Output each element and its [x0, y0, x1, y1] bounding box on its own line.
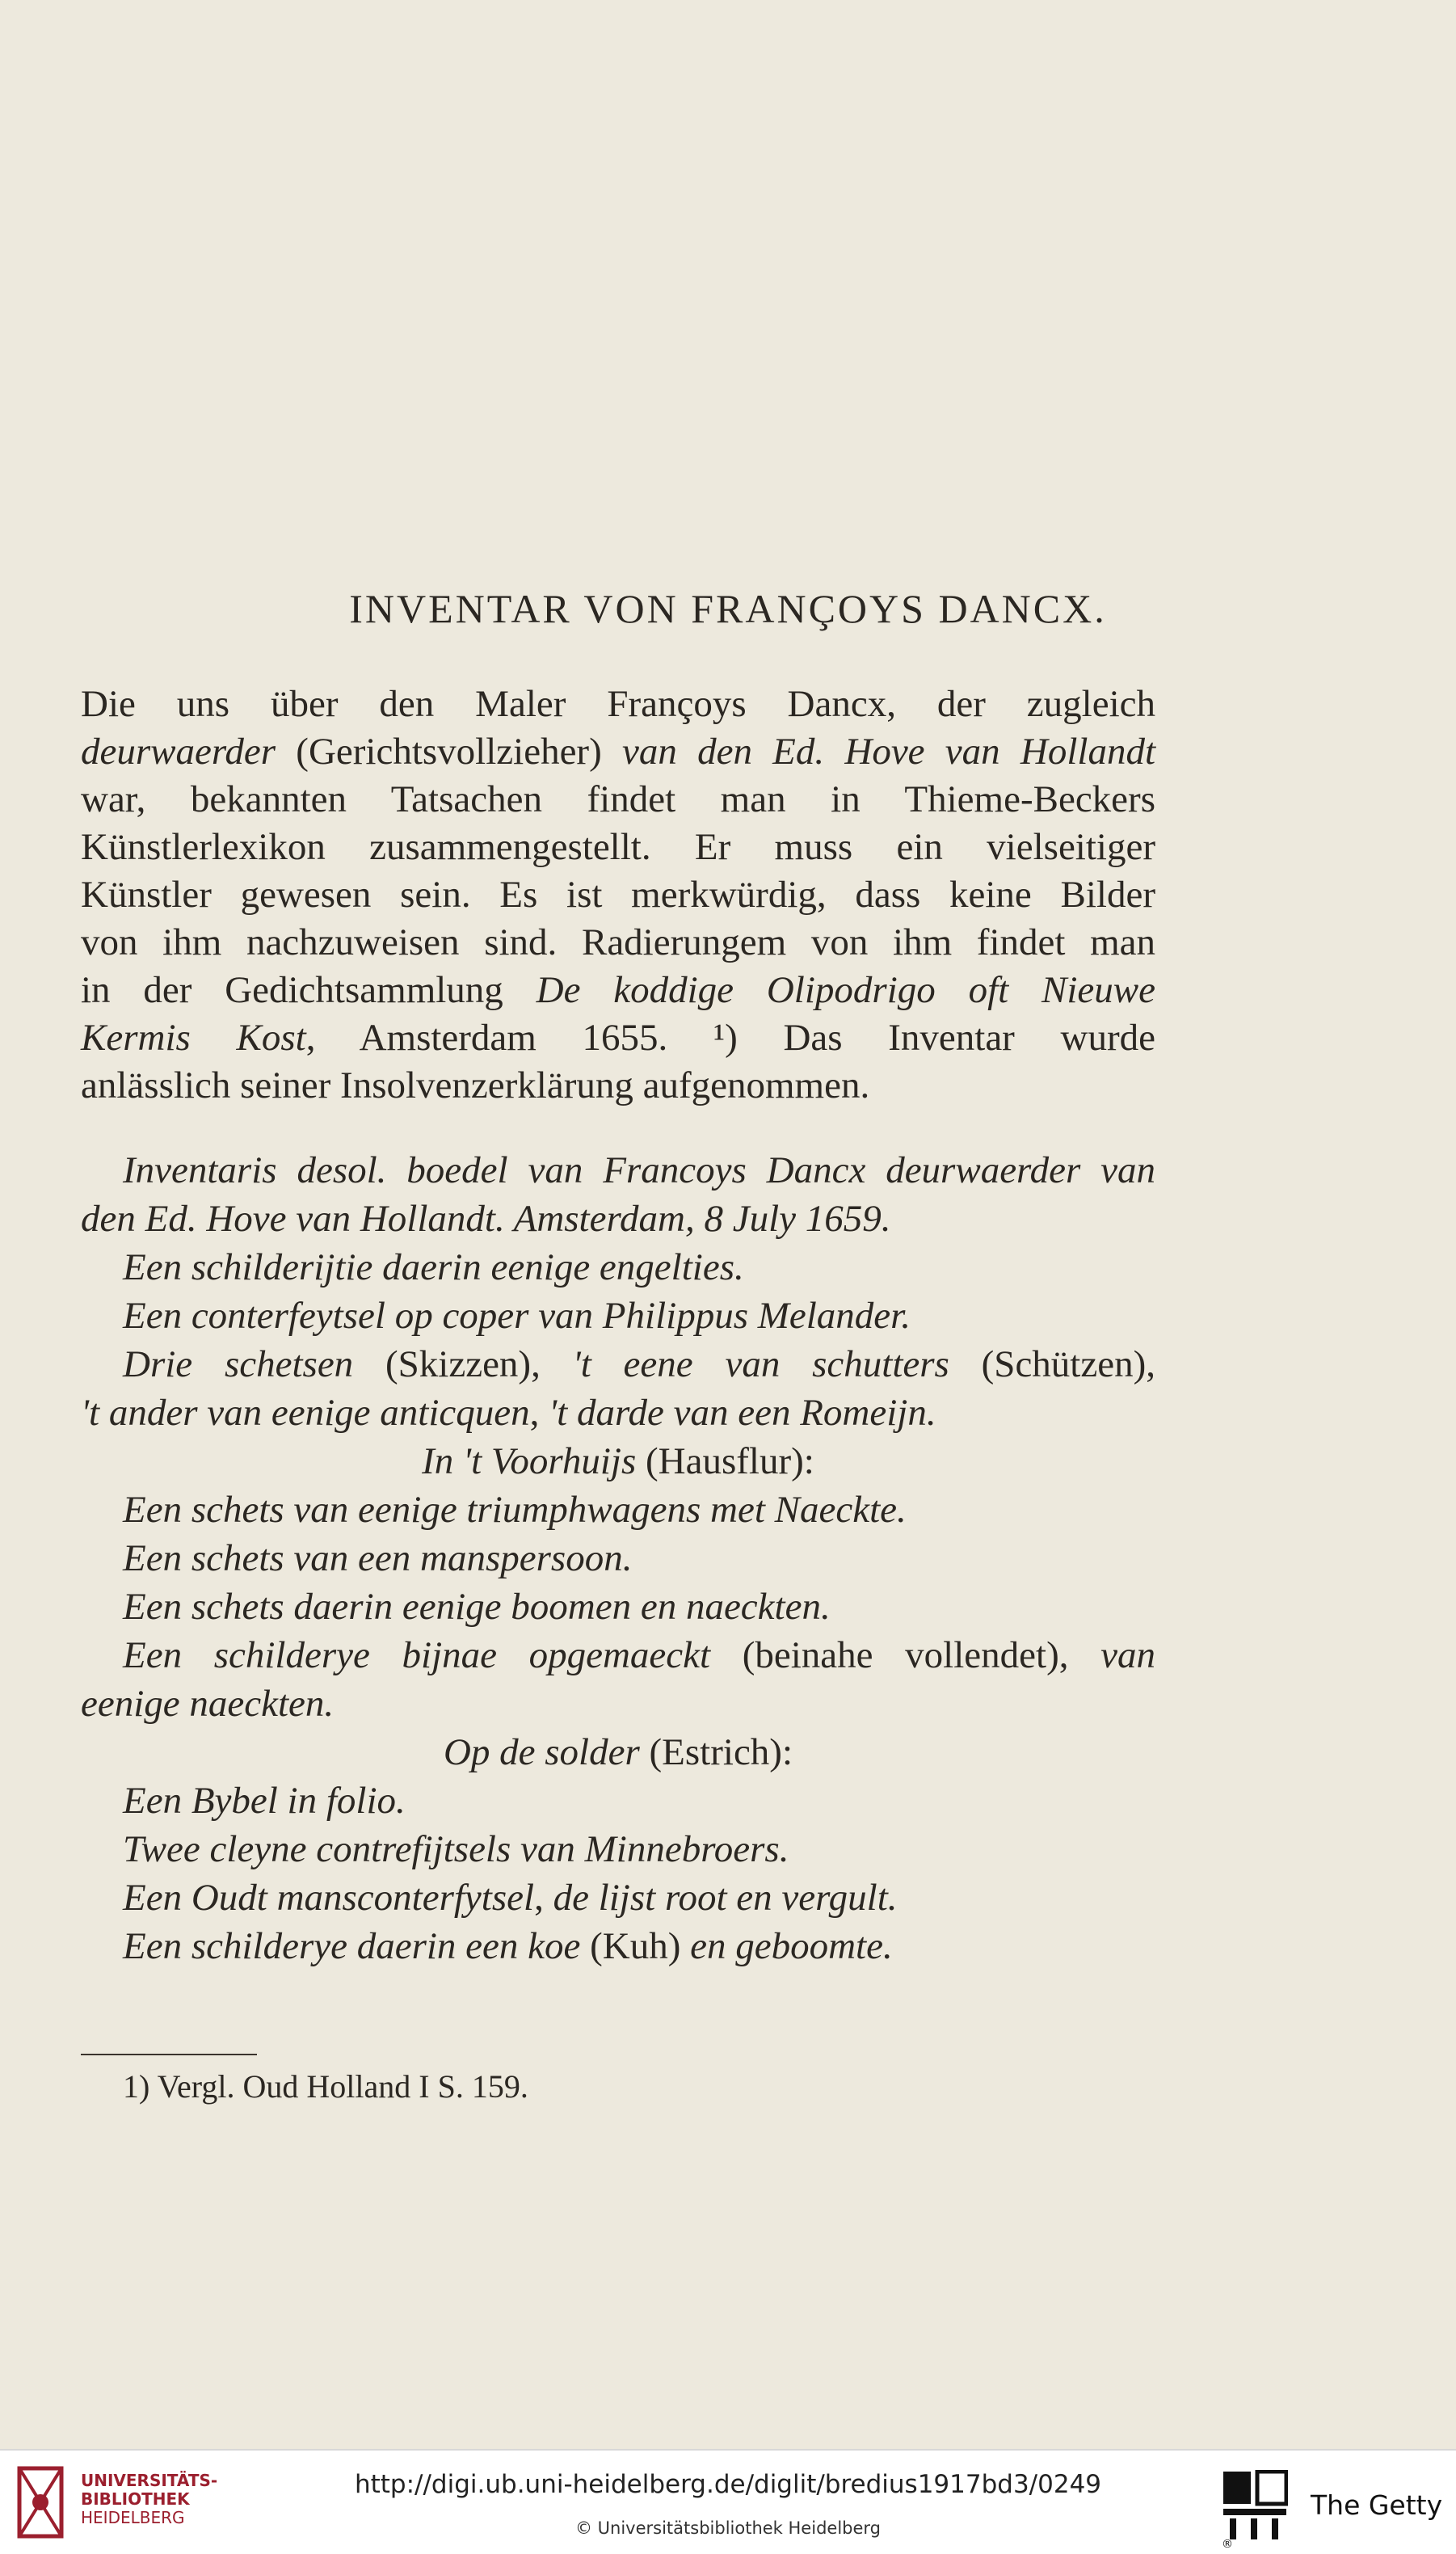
italic-text: Een schets van eenige triumphwagens met Naeckte. [123, 1489, 907, 1531]
text-segment: (Skizzen), [353, 1343, 573, 1385]
text-segment: (Hausflur): [636, 1440, 814, 1482]
inventory-line [81, 1146, 1155, 1195]
registered-mark: ® [1222, 2538, 1233, 2551]
library-name-line: BIBLIOTHEK [81, 2489, 190, 2509]
inventory-line [81, 1243, 1155, 1292]
inventory-line [81, 1486, 1155, 1534]
footnote-divider [81, 2054, 257, 2055]
permalink-url[interactable]: http://digi.ub.uni-heidelberg.de/diglit/bredius1917bd3/0249 [354, 2470, 1102, 2499]
italic-text: 't ander van eenige anticquen [81, 1392, 530, 1434]
text-segment: (Estrich): [639, 1731, 793, 1773]
italic-text: Een Bybel in folio. [123, 1780, 406, 1822]
italic-text: Een schets daerin eenige boomen en naeckten. [123, 1586, 831, 1628]
text-segment: (Schützen), [949, 1343, 1155, 1385]
intro-line [81, 681, 1155, 728]
italic-text: Twee cleyne contrefijtsels van Minnebroers. [123, 1828, 789, 1870]
inventory-line [81, 1583, 1155, 1631]
inventory-line [81, 1631, 1155, 1679]
inventory-line [81, 1340, 1155, 1389]
intro-line [81, 919, 1155, 967]
inventory-line [81, 1679, 1155, 1728]
italic-text: Een schilderijtie daerin eenige engelties. [123, 1246, 744, 1288]
intro-paragraph [81, 681, 1155, 1110]
copyright-notice: © Universitätsbibliothek Heidelberg [574, 2518, 881, 2538]
library-name-line: UNIVERSITÄTS- [81, 2471, 218, 2490]
inventory-list [81, 1146, 1155, 1970]
italic-text: den Ed. Hove van Hollandt. Amsterdam, 8 July 1659. [81, 1198, 891, 1240]
text-segment: , Amsterdam 1655. ¹) Das Inventar wurde [305, 1017, 1155, 1059]
italic-text: de lijst root en vergult. [553, 1877, 898, 1919]
text-segment: Die uns über den Maler Françoys Dancx, der zugleich [81, 683, 1155, 725]
inventory-line [81, 1437, 1155, 1486]
italic-text: van [1100, 1634, 1155, 1676]
text-segment: in der Gedichtsammlung [81, 969, 537, 1011]
inventory-line [81, 1728, 1155, 1776]
italic-text: Op de solder [443, 1731, 640, 1773]
italic-text: van den Ed. Hove van Hollandt [621, 731, 1156, 773]
italic-text: eenige naeckten. [81, 1683, 335, 1725]
intro-line [81, 967, 1155, 1014]
intro-line [81, 728, 1155, 776]
italic-text: Een conterfeytsel op coper van Philippus Melander. [123, 1295, 911, 1337]
text-segment: von ihm nachzuweisen sind. Radierungem von ihm findet man [81, 921, 1155, 963]
text-segment: (beinahe vollendet), [710, 1634, 1101, 1676]
text-segment: (Kuh) [580, 1925, 691, 1967]
text-segment: , [534, 1877, 553, 1919]
italic-text: Drie schetsen [123, 1343, 354, 1385]
italic-text: en geboomte. [690, 1925, 893, 1967]
getty-logo-icon [1222, 2470, 1288, 2541]
intro-line [81, 871, 1155, 919]
text-segment: (Gerichtsvollzieher) [276, 731, 622, 773]
inventory-line [81, 1873, 1155, 1922]
italic-text: Een schilderye bijnae opgemaeckt [123, 1634, 711, 1676]
page-title: INVENTAR VON FRANÇOYS DANCX. [349, 586, 1107, 631]
italic-text: 't darde van een Romeijn. [549, 1392, 936, 1434]
intro-line [81, 1062, 1155, 1110]
intro-line [81, 824, 1155, 871]
italic-text: Inventaris desol. boedel van Francoys Dancx deurwaerder van [123, 1149, 1155, 1191]
text-segment: Künstler gewesen sein. Es ist merkwürdig, dass keine Bilder [81, 874, 1155, 916]
italic-text: deurwaerder [81, 731, 276, 773]
text-segment: war, bekannten Tatsachen findet man in Thieme-Beckers [81, 778, 1155, 820]
italic-text: Een schets van een manspersoon. [123, 1537, 633, 1579]
inventory-line [81, 1825, 1155, 1873]
italic-text: Een Oudt mansconterfytsel [123, 1877, 535, 1919]
text-segment: , [529, 1392, 549, 1434]
viewer-footer [0, 2449, 1456, 2554]
library-name-line: HEIDELBERG [81, 2508, 185, 2527]
italic-text: In 't Voorhuijs [422, 1440, 637, 1482]
inventory-line [81, 1922, 1155, 1970]
footnote: 1) Vergl. Oud Holland I S. 159. [123, 2068, 528, 2105]
inventory-line [81, 1195, 1155, 1243]
intro-line [81, 776, 1155, 824]
italic-text: Een schilderye daerin een koe [123, 1925, 581, 1967]
getty-name: The Getty [1311, 2489, 1443, 2521]
inventory-line [81, 1389, 1155, 1437]
text-segment: Künstlerlexikon zusammengestellt. Er muss ein vielseitiger [81, 826, 1155, 868]
inventory-line [81, 1776, 1155, 1825]
inventory-line [81, 1292, 1155, 1340]
italic-text: Kermis Kost [81, 1017, 306, 1059]
inventory-line [81, 1534, 1155, 1583]
italic-text: 't eene van schutters [572, 1343, 949, 1385]
intro-line [81, 1014, 1155, 1062]
text-segment: anlässlich seiner Insolvenzerklärung aufgenommen. [81, 1064, 870, 1106]
italic-text: De koddige Olipodrigo oft Nieuwe [536, 969, 1155, 1011]
